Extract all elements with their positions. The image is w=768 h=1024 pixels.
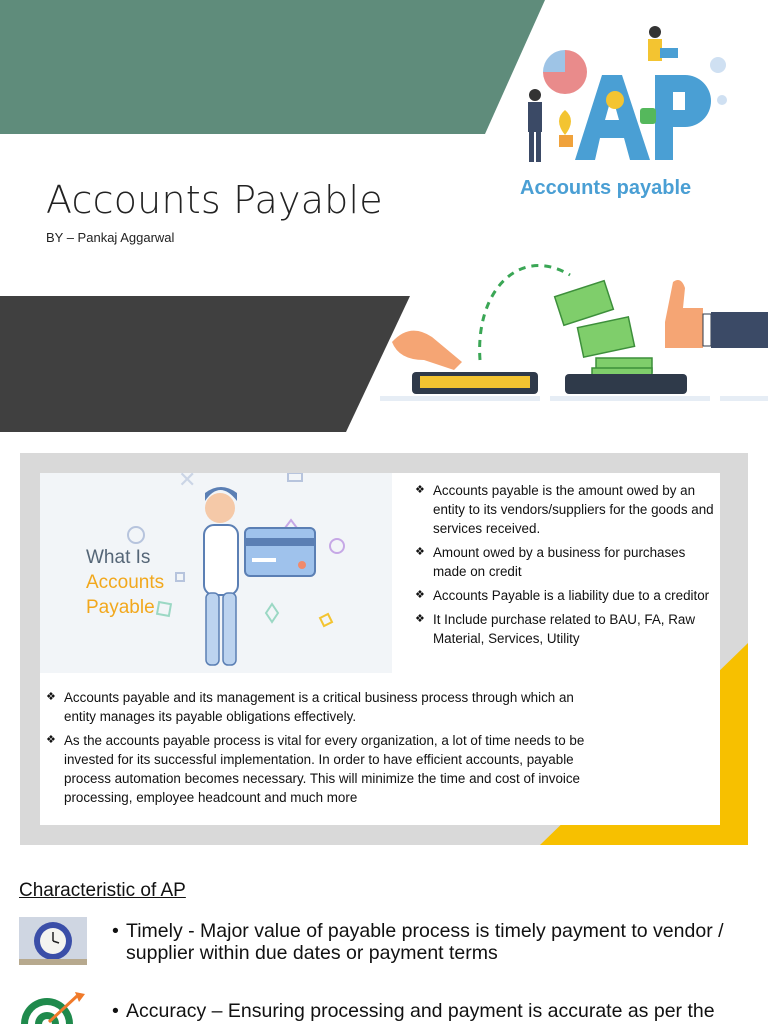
ap-logo-illustration xyxy=(510,20,740,170)
definition-bullet-list xyxy=(415,481,720,653)
svg-text:✕: ✕ xyxy=(178,473,197,493)
payable-text: Payable xyxy=(86,597,155,618)
list-item: ❖ Amount owed by a business for purchases made on credit xyxy=(415,543,720,581)
thumbs-up-icon xyxy=(665,280,703,348)
definition-slide xyxy=(20,453,748,845)
what-is-text: What Is xyxy=(86,547,151,568)
hand-icon xyxy=(392,331,462,370)
check-icon xyxy=(640,108,656,124)
process-bullet-list xyxy=(46,688,606,812)
dark-banner xyxy=(0,296,410,432)
ap-logo-caption: Accounts payable xyxy=(520,177,692,199)
list-item: ❖ Accounts Payable is a liability due to a creditor xyxy=(415,586,720,605)
cash-icon xyxy=(555,281,652,380)
list-item: ❖ It Include purchase related to BAU, FA, Raw Material, Services, Utility xyxy=(415,610,720,648)
author-byline: BY – Pankaj Aggarwal xyxy=(46,230,175,245)
characteristic-text: Accuracy – Ensuring processing and payment is accurate as per the xyxy=(126,1000,715,1022)
accounts-text: Accounts xyxy=(86,572,165,593)
right-tablet xyxy=(565,374,687,394)
characteristic-text: Timely - Major value of payable process is timely payment to vendor / supplier within due dates or payment terms xyxy=(126,920,724,964)
coin-icon xyxy=(606,91,624,109)
what-is-ap-illustration xyxy=(40,473,392,673)
list-item: ❖ Accounts payable and its management is a critical business process through which an entity manages its payable obligations effectively. xyxy=(46,688,606,726)
characteristic-timely: • Timely - Major value of payable process is timely payment to vendor / supplier within due dates or payment terms xyxy=(112,920,762,964)
list-item: ❖ Accounts payable is the amount owed by an entity to its vendors/suppliers for the goods and services received. xyxy=(415,481,720,538)
list-item: ❖ As the accounts payable process is vital for every organization, a lot of time needs to be invested for its successful implementation. In order to have efficient accounts, payable process automation becomes necessary. This will minimize the time and cost of invoice processing, employee headcount and much more xyxy=(46,731,606,807)
target-icon xyxy=(19,990,87,1024)
teal-banner xyxy=(0,0,545,134)
letter-p-shape xyxy=(655,75,711,160)
what-is-ap-heading xyxy=(86,545,164,620)
credit-card-icon xyxy=(245,528,315,576)
clock-icon xyxy=(19,917,87,965)
person-head xyxy=(205,493,235,523)
page-title: Accounts Payable xyxy=(46,178,383,222)
characteristics-heading: Characteristic of AP xyxy=(19,880,186,901)
content-panel xyxy=(40,473,720,825)
title-slide xyxy=(0,0,768,432)
dashed-arc xyxy=(480,266,570,360)
payment-illustration xyxy=(380,250,768,410)
characteristic-accuracy: • Accuracy – Ensuring processing and payment is accurate as per the xyxy=(112,1000,762,1022)
